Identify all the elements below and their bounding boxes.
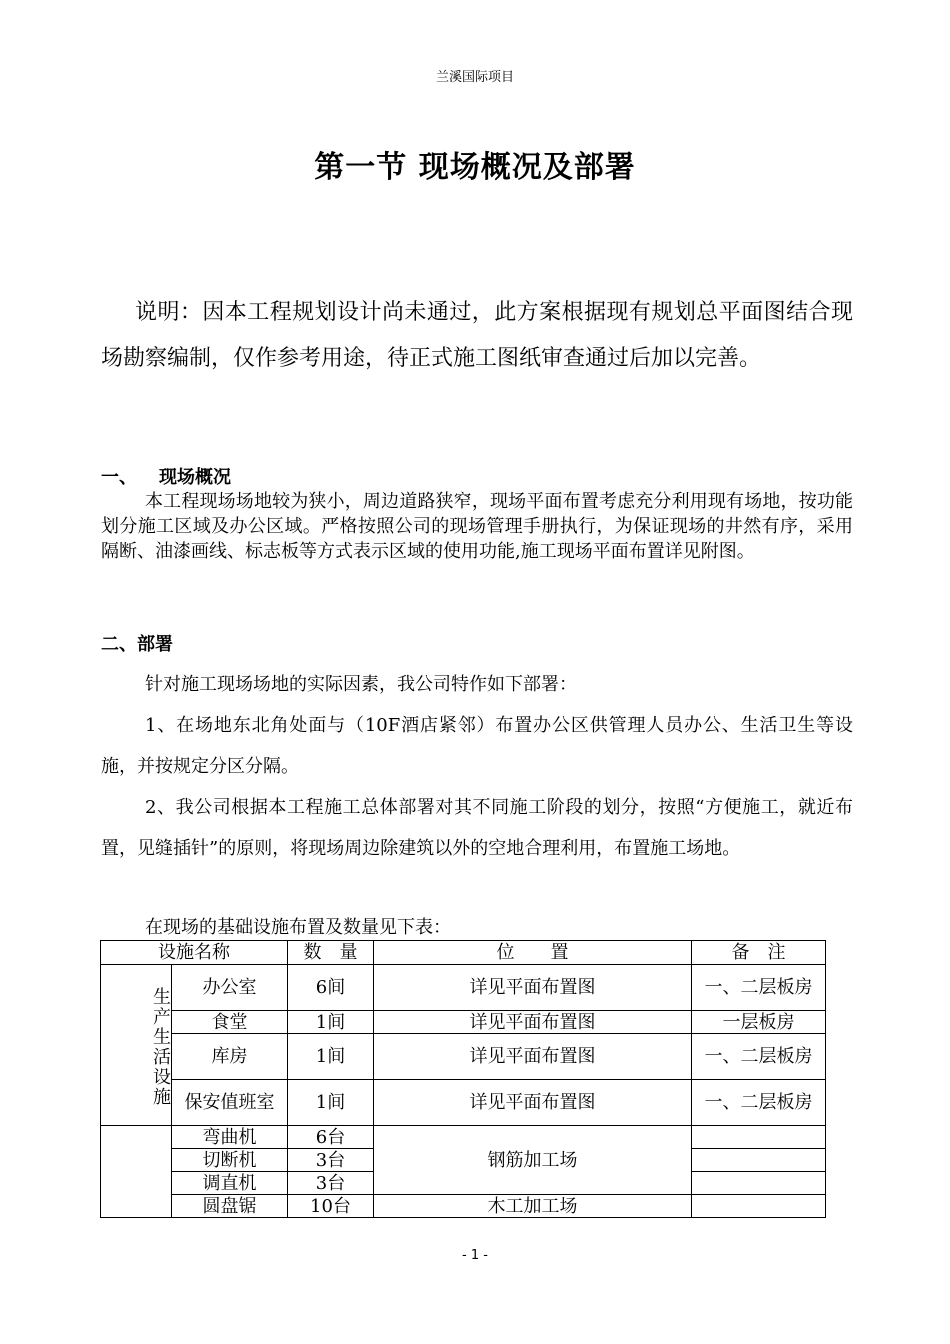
facility-remark (692, 1172, 826, 1195)
facility-name: 保安值班室 (172, 1080, 288, 1126)
page-title: 第一节 现场概况及部署 (314, 150, 636, 185)
facility-remark: 一、二层板房 (692, 1080, 826, 1126)
facility-name: 库房 (172, 1034, 288, 1080)
facilities-table (100, 940, 826, 1218)
facility-position: 钢筋加工场 (374, 1126, 692, 1195)
table-row (101, 1195, 826, 1218)
facility-qty: 1间 (288, 1034, 374, 1080)
table-row (101, 965, 826, 1011)
facility-qty: 3台 (288, 1149, 374, 1172)
table-header-row (101, 941, 826, 965)
facility-qty: 3台 (288, 1172, 374, 1195)
group-label-empty (101, 1126, 172, 1218)
header-position: 位 置 (374, 941, 692, 965)
section2-item1: 1、在场地东北角处面与（10F酒店紧邻）布置办公区供管理人员办公、生活卫生等设施，并按规定分区分隔。 (101, 715, 853, 777)
facility-qty: 1间 (288, 1011, 374, 1034)
section2-intro: 针对施工现场场地的实际因素，我公司特作如下部署： (145, 674, 577, 695)
facility-position: 木工加工场 (374, 1195, 692, 1218)
facility-name: 办公室 (172, 965, 288, 1011)
facility-position: 详见平面布置图 (374, 1011, 692, 1034)
page-number: - 1 - (462, 1248, 488, 1263)
facility-name: 食堂 (172, 1011, 288, 1034)
group-label: 生产生活设施 (101, 965, 172, 1126)
facility-qty: 6台 (288, 1126, 374, 1149)
facility-name: 弯曲机 (172, 1126, 288, 1149)
section1-title: 现场概况 (159, 467, 231, 488)
table-row (101, 1080, 826, 1126)
facility-qty: 10台 (288, 1195, 374, 1218)
section1-body: 本工程现场场地较为狭小，周边道路狭窄，现场平面布置考虑充分利用现有场地，按功能划分施工区域及办公区域。严格按照公司的现场管理手册执行，为保证现场的井然有序，采用隔断、油漆画线、标志板等方式表示区域的使用功能,施工现场平面布置详见附图。 (101, 491, 853, 562)
table-intro: 在现场的基础设施布置及数量见下表： (145, 917, 451, 938)
facility-position: 详见平面布置图 (374, 1034, 692, 1080)
facility-remark: 一层板房 (692, 1011, 826, 1034)
header-remark: 备 注 (692, 941, 826, 965)
facility-position: 详见平面布置图 (374, 965, 692, 1011)
table-row (101, 1034, 826, 1080)
facility-name: 切断机 (172, 1149, 288, 1172)
table-row (101, 1126, 826, 1149)
facility-remark: 一、二层板房 (692, 1034, 826, 1080)
facility-remark (692, 1195, 826, 1218)
section1-number: 一、 (101, 467, 137, 488)
header-qty: 数 量 (288, 941, 374, 965)
table-row (101, 1011, 826, 1034)
facility-remark: 一、二层板房 (692, 965, 826, 1011)
facility-name: 圆盘锯 (172, 1195, 288, 1218)
note-paragraph: 说明：因本工程规划设计尚未通过，此方案根据现有规划总平面图结合现场勘察编制，仅作参考用途，待正式施工图纸审查通过后加以完善。 (101, 300, 853, 371)
section2-item2: 2、我公司根据本工程施工总体部署对其不同施工阶段的划分，按照“方便施工，就近布置，见缝插针”的原则，将现场周边除建筑以外的空地合理利用，布置施工场地。 (101, 797, 853, 859)
page-header: 兰溪国际项目 (435, 70, 514, 85)
header-name: 设施名称 (101, 941, 288, 965)
facility-position: 详见平面布置图 (374, 1080, 692, 1126)
facility-remark (692, 1149, 826, 1172)
section1-heading (101, 463, 231, 489)
facility-qty: 1间 (288, 1080, 374, 1126)
facility-qty: 6间 (288, 965, 374, 1011)
facility-name: 调直机 (172, 1172, 288, 1195)
facility-remark (692, 1126, 826, 1149)
section2-heading: 二、部署 (101, 634, 173, 655)
